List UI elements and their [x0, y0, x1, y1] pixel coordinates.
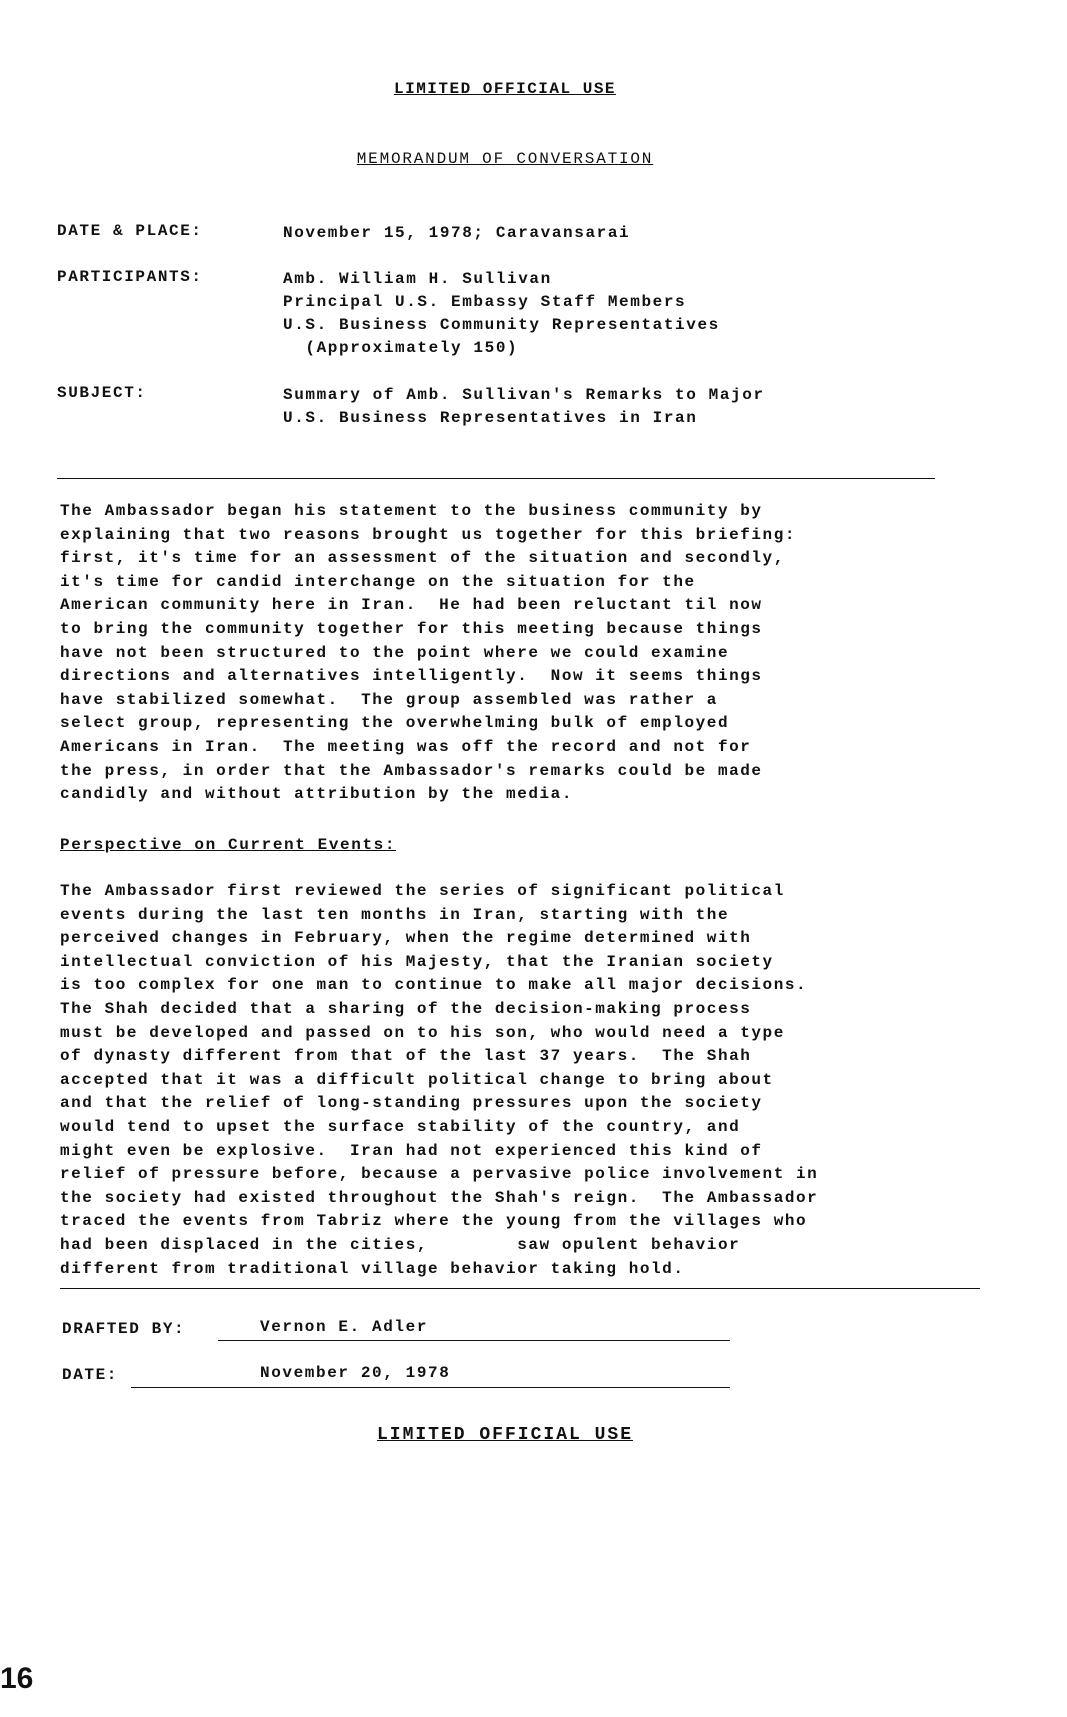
- page-number: 16: [0, 1662, 34, 1695]
- date-place-value: [283, 222, 630, 245]
- date-line: [131, 1387, 730, 1388]
- paragraph-line: is too complex for one man to continue to make all major decisions.: [60, 976, 808, 995]
- drafted-by-value: Vernon E. Adler: [260, 1318, 429, 1336]
- paragraph-line: have not been structured to the point where we could examine: [60, 643, 730, 662]
- subject-label: SUBJECT:: [57, 384, 147, 402]
- paragraph-line: accepted that it was a difficult political change to bring about: [60, 1070, 774, 1089]
- participant-line: (Approximately 150): [283, 339, 519, 357]
- paragraph-line: would tend to upset the surface stability of the country, and: [60, 1117, 741, 1136]
- memo-title: MEMORANDUM OF CONVERSATION: [356, 150, 654, 168]
- paragraph-line: The Ambassador began his statement to the business community by: [60, 502, 763, 520]
- participant-line: Principal U.S. Embassy Staff Members: [283, 293, 687, 311]
- date-value: November 20, 1978: [260, 1364, 451, 1382]
- body-divider: [60, 1288, 980, 1289]
- paragraph-line: and that the relief of long-standing pressures upon the society: [60, 1094, 763, 1113]
- subject-text: [283, 384, 765, 430]
- paragraph-line: events during the last ten months in Iran, starting with the: [60, 905, 730, 924]
- section-heading: Perspective on Current Events:: [60, 836, 397, 854]
- header-divider: [57, 478, 935, 479]
- date-label: DATE:: [62, 1366, 119, 1384]
- subject-line: Summary of Amb. Sullivan's Remarks to Major: [283, 386, 765, 404]
- paragraph-line: different from traditional village behavior taking hold.: [60, 1259, 685, 1278]
- paragraph-line: candidly and without attribution by the media.: [60, 785, 573, 804]
- classification-header: LIMITED OFFICIAL USE: [393, 80, 617, 98]
- paragraph-line: directions and alternatives intelligently. Now it seems things: [60, 667, 763, 686]
- paragraph-line: American community here in Iran. He had been reluctant til now: [60, 596, 763, 615]
- paragraph-line: The Shah decided that a sharing of the decision-making process: [60, 999, 752, 1018]
- participant-line: U.S. Business Community Representatives: [283, 316, 720, 334]
- paragraph-line: perceived changes in February, when the regime determined with: [60, 929, 752, 948]
- paragraph-line: the society had existed throughout the Shah's reign. The Ambassador: [60, 1188, 819, 1207]
- classification-footer: LIMITED OFFICIAL USE: [376, 1425, 634, 1445]
- drafted-by-line: [218, 1340, 730, 1341]
- paragraph-line: The Ambassador first reviewed the series of significant political: [60, 882, 785, 900]
- paragraph-line: it's time for candid interchange on the situation for the: [60, 572, 696, 591]
- participants-list: [283, 268, 720, 360]
- drafted-by-label: DRAFTED BY:: [62, 1320, 186, 1338]
- paragraph-line: select group, representing the overwhelming bulk of employed: [60, 714, 730, 733]
- paragraph-line: the press, in order that the Ambassador's remarks could be made: [60, 761, 763, 780]
- paragraph-line: explaining that two reasons brought us together for this briefing:: [60, 525, 797, 544]
- paragraph-line: must be developed and passed on to his son, who would need a type: [60, 1023, 785, 1042]
- paragraph-line: might even be explosive. Iran had not experienced this kind of: [60, 1141, 763, 1160]
- paragraph-line: to bring the community together for this meeting because things: [60, 619, 763, 638]
- paragraph-line: intellectual conviction of his Majesty, that the Iranian society: [60, 952, 774, 971]
- paragraph-line: relief of pressure before, because a pervasive police involvement in: [60, 1165, 819, 1184]
- perspective-paragraph: [60, 880, 1000, 1281]
- paragraph-line: Americans in Iran. The meeting was off the record and not for: [60, 737, 752, 756]
- intro-paragraph: [60, 500, 1000, 807]
- participant-line: Amb. William H. Sullivan: [283, 270, 552, 288]
- date-place-label: DATE & PLACE:: [57, 222, 203, 240]
- date-place-text: November 15, 1978; Caravansarai: [283, 224, 631, 242]
- subject-line: U.S. Business Representatives in Iran: [283, 409, 698, 427]
- paragraph-line: of dynasty different from that of the last 37 years. The Shah: [60, 1047, 752, 1066]
- paragraph-line: first, it's time for an assessment of the situation and secondly,: [60, 549, 785, 568]
- paragraph-line: have stabilized somewhat. The group assembled was rather a: [60, 690, 718, 709]
- paragraph-line: had been displaced in the cities, saw opulent behavior: [60, 1235, 741, 1254]
- paragraph-line: traced the events from Tabriz where the young from the villages who: [60, 1212, 808, 1231]
- participants-label: PARTICIPANTS:: [57, 268, 203, 286]
